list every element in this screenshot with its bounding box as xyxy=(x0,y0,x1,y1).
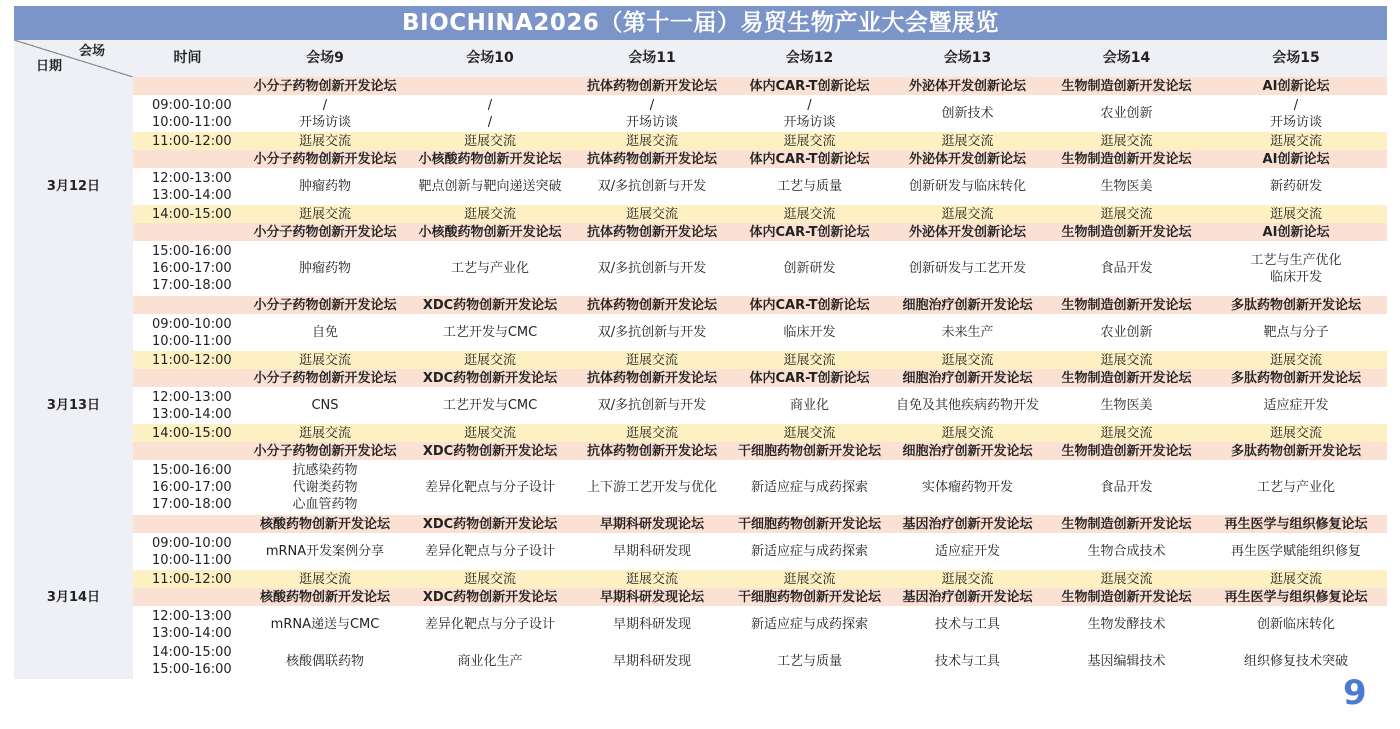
forum-cell: 干细胞药物创新开发论坛 xyxy=(732,588,887,606)
forum-cell: 再生医学与组织修复论坛 xyxy=(1205,515,1387,533)
session-cell: 创新研发 xyxy=(732,241,887,296)
forum-cell: 生物制造创新开发论坛 xyxy=(1048,150,1205,168)
forum-cell: 体内CAR-T创新论坛 xyxy=(732,223,887,241)
session-cell: 肿瘤药物 xyxy=(242,241,408,296)
date-cell: 3月13日 xyxy=(14,296,133,515)
session-cell: 创新研发与临床转化 xyxy=(887,168,1048,205)
session-cell: 靶点创新与靶向递送突破 xyxy=(408,168,572,205)
forum-cell: 体内CAR-T创新论坛 xyxy=(732,369,887,387)
time-cell: 11:00-12:00 xyxy=(133,351,242,369)
time-cell xyxy=(133,77,242,95)
forum-cell: 核酸药物创新开发论坛 xyxy=(242,588,408,606)
forum-cell: 抗体药物创新开发论坛 xyxy=(572,223,732,241)
forum-cell: 细胞治疗创新开发论坛 xyxy=(887,442,1048,460)
forum-cell: 早期科研发现论坛 xyxy=(572,588,732,606)
break-cell: 逛展交流 xyxy=(572,424,732,442)
time-cell: 11:00-12:00 xyxy=(133,132,242,150)
forum-row xyxy=(14,150,1387,168)
venue-label: 会场 xyxy=(78,44,105,59)
venue-date-corner-header xyxy=(14,40,133,77)
forum-cell: 基因治疗创新开发论坛 xyxy=(887,515,1048,533)
break-cell: 逛展交流 xyxy=(1048,205,1205,223)
session-cell: 靶点与分子 xyxy=(1205,314,1387,351)
session-cell: 早期科研发现 xyxy=(572,606,732,643)
break-cell: 逛展交流 xyxy=(572,351,732,369)
break-cell: 逛展交流 xyxy=(887,132,1048,150)
time-cell xyxy=(133,588,242,606)
time-cell xyxy=(133,223,242,241)
break-cell: 逛展交流 xyxy=(887,205,1048,223)
forum-cell: 细胞治疗创新开发论坛 xyxy=(887,369,1048,387)
time-cell xyxy=(133,515,242,533)
schedule-body xyxy=(14,77,1387,679)
page-title: BIOCHINA2026（第十一届）易贸生物产业大会暨展览 xyxy=(14,6,1387,40)
break-cell: 逛展交流 xyxy=(1048,570,1205,588)
session-cell: 双/多抗创新与开发 xyxy=(572,314,732,351)
break-cell: 逛展交流 xyxy=(887,570,1048,588)
break-cell: 逛展交流 xyxy=(408,205,572,223)
session-cell: 再生医学赋能组织修复 xyxy=(1205,533,1387,570)
break-cell: 逛展交流 xyxy=(1205,424,1387,442)
forum-cell: 抗体药物创新开发论坛 xyxy=(572,369,732,387)
session-cell: 核酸偶联药物 xyxy=(242,643,408,679)
session-cell: 基因编辑技术 xyxy=(1048,643,1205,679)
break-cell: 逛展交流 xyxy=(1048,351,1205,369)
time-cell: 12:00-13:00 13:00-14:00 xyxy=(133,168,242,205)
break-cell: 逛展交流 xyxy=(887,351,1048,369)
forum-cell: XDC药物创新开发论坛 xyxy=(408,296,572,314)
time-cell: 09:00-10:00 10:00-11:00 xyxy=(133,95,242,132)
forum-cell: 多肽药物创新开发论坛 xyxy=(1205,369,1387,387)
time-header: 时间 xyxy=(133,40,242,77)
session-cell: 工艺与生产优化 临床开发 xyxy=(1205,241,1387,296)
session-cell: 新适应症与成药探索 xyxy=(732,533,887,570)
break-row xyxy=(14,132,1387,150)
break-cell: 逛展交流 xyxy=(1205,570,1387,588)
session-row xyxy=(14,387,1387,424)
forum-cell: 抗体药物创新开发论坛 xyxy=(572,77,732,95)
session-cell: 早期科研发现 xyxy=(572,643,732,679)
forum-cell: 生物制造创新开发论坛 xyxy=(1048,369,1205,387)
break-cell: 逛展交流 xyxy=(732,132,887,150)
forum-cell: XDC药物创新开发论坛 xyxy=(408,515,572,533)
time-cell: 14:00-15:00 xyxy=(133,424,242,442)
break-row xyxy=(14,424,1387,442)
session-cell: / / xyxy=(408,95,572,132)
forum-cell: 多肽药物创新开发论坛 xyxy=(1205,442,1387,460)
forum-cell: 生物制造创新开发论坛 xyxy=(1048,442,1205,460)
session-cell: 商业化 xyxy=(732,387,887,424)
session-cell: 创新研发与工艺开发 xyxy=(887,241,1048,296)
forum-cell: 核酸药物创新开发论坛 xyxy=(242,515,408,533)
forum-row xyxy=(14,369,1387,387)
break-cell: 逛展交流 xyxy=(242,424,408,442)
session-cell: 技术与工具 xyxy=(887,606,1048,643)
forum-cell: 基因治疗创新开发论坛 xyxy=(887,588,1048,606)
venue-header-14: 会场14 xyxy=(1048,40,1205,77)
session-row xyxy=(14,606,1387,643)
session-cell: 双/多抗创新与开发 xyxy=(572,241,732,296)
date-cell: 3月14日 xyxy=(14,515,133,679)
break-cell: 逛展交流 xyxy=(572,132,732,150)
break-cell: 逛展交流 xyxy=(732,205,887,223)
break-cell: 逛展交流 xyxy=(1205,132,1387,150)
break-cell: 逛展交流 xyxy=(408,570,572,588)
time-cell: 11:00-12:00 xyxy=(133,570,242,588)
forum-cell: 小分子药物创新开发论坛 xyxy=(242,296,408,314)
session-cell: 技术与工具 xyxy=(887,643,1048,679)
forum-cell: 生物制造创新开发论坛 xyxy=(1048,588,1205,606)
session-cell: 自免 xyxy=(242,314,408,351)
break-row xyxy=(14,205,1387,223)
time-cell: 09:00-10:00 10:00-11:00 xyxy=(133,314,242,351)
break-cell: 逛展交流 xyxy=(1205,205,1387,223)
session-cell: 新药研发 xyxy=(1205,168,1387,205)
break-cell: 逛展交流 xyxy=(408,132,572,150)
session-cell: 工艺开发与CMC xyxy=(408,387,572,424)
session-cell: / 开场访谈 xyxy=(242,95,408,132)
break-cell: 逛展交流 xyxy=(1048,424,1205,442)
forum-cell: 外泌体开发创新论坛 xyxy=(887,150,1048,168)
session-row xyxy=(14,95,1387,132)
forum-cell: 抗体药物创新开发论坛 xyxy=(572,150,732,168)
forum-row xyxy=(14,442,1387,460)
session-cell: 早期科研发现 xyxy=(572,533,732,570)
session-cell: 上下游工艺开发与优化 xyxy=(572,460,732,515)
time-cell: 09:00-10:00 10:00-11:00 xyxy=(133,533,242,570)
session-cell: 自免及其他疾病药物开发 xyxy=(887,387,1048,424)
session-cell: 新适应症与成药探索 xyxy=(732,606,887,643)
break-cell: 逛展交流 xyxy=(572,570,732,588)
session-cell: 食品开发 xyxy=(1048,460,1205,515)
session-cell: CNS xyxy=(242,387,408,424)
session-cell: 适应症开发 xyxy=(887,533,1048,570)
forum-cell: 小分子药物创新开发论坛 xyxy=(242,223,408,241)
session-cell: 创新临床转化 xyxy=(1205,606,1387,643)
break-cell: 逛展交流 xyxy=(732,351,887,369)
forum-cell: 再生医学与组织修复论坛 xyxy=(1205,588,1387,606)
session-cell: 抗感染药物 代谢类药物 心血管药物 xyxy=(242,460,408,515)
session-cell: 农业创新 xyxy=(1048,95,1205,132)
session-cell: 生物医美 xyxy=(1048,168,1205,205)
forum-cell: 抗体药物创新开发论坛 xyxy=(572,442,732,460)
break-cell: 逛展交流 xyxy=(242,570,408,588)
time-cell: 15:00-16:00 16:00-17:00 17:00-18:00 xyxy=(133,241,242,296)
break-cell: 逛展交流 xyxy=(408,351,572,369)
forum-cell: 抗体药物创新开发论坛 xyxy=(572,296,732,314)
session-cell: 生物医美 xyxy=(1048,387,1205,424)
session-row xyxy=(14,168,1387,205)
forum-cell: XDC药物创新开发论坛 xyxy=(408,588,572,606)
session-cell: 商业化生产 xyxy=(408,643,572,679)
forum-cell: 干细胞药物创新开发论坛 xyxy=(732,442,887,460)
venue-header-10: 会场10 xyxy=(408,40,572,77)
session-row xyxy=(14,533,1387,570)
session-cell: 差异化靶点与分子设计 xyxy=(408,606,572,643)
break-cell: 逛展交流 xyxy=(732,570,887,588)
session-row xyxy=(14,643,1387,679)
session-cell: 未来生产 xyxy=(887,314,1048,351)
time-cell: 12:00-13:00 13:00-14:00 xyxy=(133,606,242,643)
forum-cell: 生物制造创新开发论坛 xyxy=(1048,77,1205,95)
time-cell xyxy=(133,369,242,387)
forum-cell: AI创新论坛 xyxy=(1205,223,1387,241)
session-cell: 工艺与产业化 xyxy=(1205,460,1387,515)
forum-cell: 细胞治疗创新开发论坛 xyxy=(887,296,1048,314)
session-cell: 组织修复技术突破 xyxy=(1205,643,1387,679)
session-cell: 工艺与质量 xyxy=(732,168,887,205)
forum-cell: 小核酸药物创新开发论坛 xyxy=(408,223,572,241)
break-row xyxy=(14,570,1387,588)
break-cell: 逛展交流 xyxy=(1048,132,1205,150)
forum-cell: AI创新论坛 xyxy=(1205,150,1387,168)
forum-cell: 外泌体开发创新论坛 xyxy=(887,77,1048,95)
session-cell: 食品开发 xyxy=(1048,241,1205,296)
page-number: 9 xyxy=(1343,673,1367,713)
break-cell: 逛展交流 xyxy=(242,351,408,369)
forum-cell: 小分子药物创新开发论坛 xyxy=(242,442,408,460)
break-cell: 逛展交流 xyxy=(242,205,408,223)
header-row xyxy=(14,40,1387,77)
forum-cell: XDC药物创新开发论坛 xyxy=(408,369,572,387)
forum-cell: 生物制造创新开发论坛 xyxy=(1048,223,1205,241)
session-cell: mRNA递送与CMC xyxy=(242,606,408,643)
session-cell: 适应症开发 xyxy=(1205,387,1387,424)
session-cell: mRNA开发案例分享 xyxy=(242,533,408,570)
forum-cell: 小分子药物创新开发论坛 xyxy=(242,77,408,95)
time-cell xyxy=(133,296,242,314)
forum-cell: 小分子药物创新开发论坛 xyxy=(242,369,408,387)
forum-cell: 体内CAR-T创新论坛 xyxy=(732,150,887,168)
session-cell: / 开场访谈 xyxy=(1205,95,1387,132)
session-cell: 生物发酵技术 xyxy=(1048,606,1205,643)
forum-row xyxy=(14,296,1387,314)
break-cell: 逛展交流 xyxy=(408,424,572,442)
forum-cell: 生物制造创新开发论坛 xyxy=(1048,515,1205,533)
break-cell: 逛展交流 xyxy=(1205,351,1387,369)
session-cell: 工艺开发与CMC xyxy=(408,314,572,351)
session-row xyxy=(14,314,1387,351)
venue-header-15: 会场15 xyxy=(1205,40,1387,77)
session-cell: 创新技术 xyxy=(887,95,1048,132)
session-cell: 农业创新 xyxy=(1048,314,1205,351)
venue-header-13: 会场13 xyxy=(887,40,1048,77)
session-cell: 差异化靶点与分子设计 xyxy=(408,533,572,570)
time-cell: 15:00-16:00 16:00-17:00 17:00-18:00 xyxy=(133,460,242,515)
forum-cell: 体内CAR-T创新论坛 xyxy=(732,77,887,95)
date-label: 日期 xyxy=(36,59,63,74)
session-cell: 实体瘤药物开发 xyxy=(887,460,1048,515)
session-row xyxy=(14,460,1387,515)
forum-row xyxy=(14,223,1387,241)
forum-cell: 早期科研发现论坛 xyxy=(572,515,732,533)
forum-cell xyxy=(408,77,572,95)
session-cell: / 开场访谈 xyxy=(732,95,887,132)
break-cell: 逛展交流 xyxy=(572,205,732,223)
time-cell: 14:00-15:00 xyxy=(133,205,242,223)
break-cell: 逛展交流 xyxy=(887,424,1048,442)
forum-cell: 生物制造创新开发论坛 xyxy=(1048,296,1205,314)
time-cell: 12:00-13:00 13:00-14:00 xyxy=(133,387,242,424)
forum-cell: 外泌体开发创新论坛 xyxy=(887,223,1048,241)
time-cell: 14:00-15:00 15:00-16:00 xyxy=(133,643,242,679)
session-cell: 生物合成技术 xyxy=(1048,533,1205,570)
session-cell: 工艺与产业化 xyxy=(408,241,572,296)
session-cell: 差异化靶点与分子设计 xyxy=(408,460,572,515)
forum-cell: 干细胞药物创新开发论坛 xyxy=(732,515,887,533)
session-cell: / 开场访谈 xyxy=(572,95,732,132)
session-cell: 工艺与质量 xyxy=(732,643,887,679)
forum-cell: 体内CAR-T创新论坛 xyxy=(732,296,887,314)
session-row xyxy=(14,241,1387,296)
break-cell: 逛展交流 xyxy=(242,132,408,150)
forum-cell: 小核酸药物创新开发论坛 xyxy=(408,150,572,168)
session-cell: 临床开发 xyxy=(732,314,887,351)
time-cell xyxy=(133,442,242,460)
venue-header-12: 会场12 xyxy=(732,40,887,77)
forum-cell: 小分子药物创新开发论坛 xyxy=(242,150,408,168)
venue-header-9: 会场9 xyxy=(242,40,408,77)
forum-row xyxy=(14,77,1387,95)
forum-cell: 多肽药物创新开发论坛 xyxy=(1205,296,1387,314)
schedule-table xyxy=(14,40,1387,679)
time-cell xyxy=(133,150,242,168)
forum-cell: XDC药物创新开发论坛 xyxy=(408,442,572,460)
venue-header-11: 会场11 xyxy=(572,40,732,77)
session-cell: 新适应症与成药探索 xyxy=(732,460,887,515)
session-cell: 双/多抗创新与开发 xyxy=(572,387,732,424)
session-cell: 双/多抗创新与开发 xyxy=(572,168,732,205)
break-cell: 逛展交流 xyxy=(732,424,887,442)
break-row xyxy=(14,351,1387,369)
forum-row xyxy=(14,588,1387,606)
session-cell: 肿瘤药物 xyxy=(242,168,408,205)
forum-cell: AI创新论坛 xyxy=(1205,77,1387,95)
date-cell: 3月12日 xyxy=(14,77,133,296)
forum-row xyxy=(14,515,1387,533)
